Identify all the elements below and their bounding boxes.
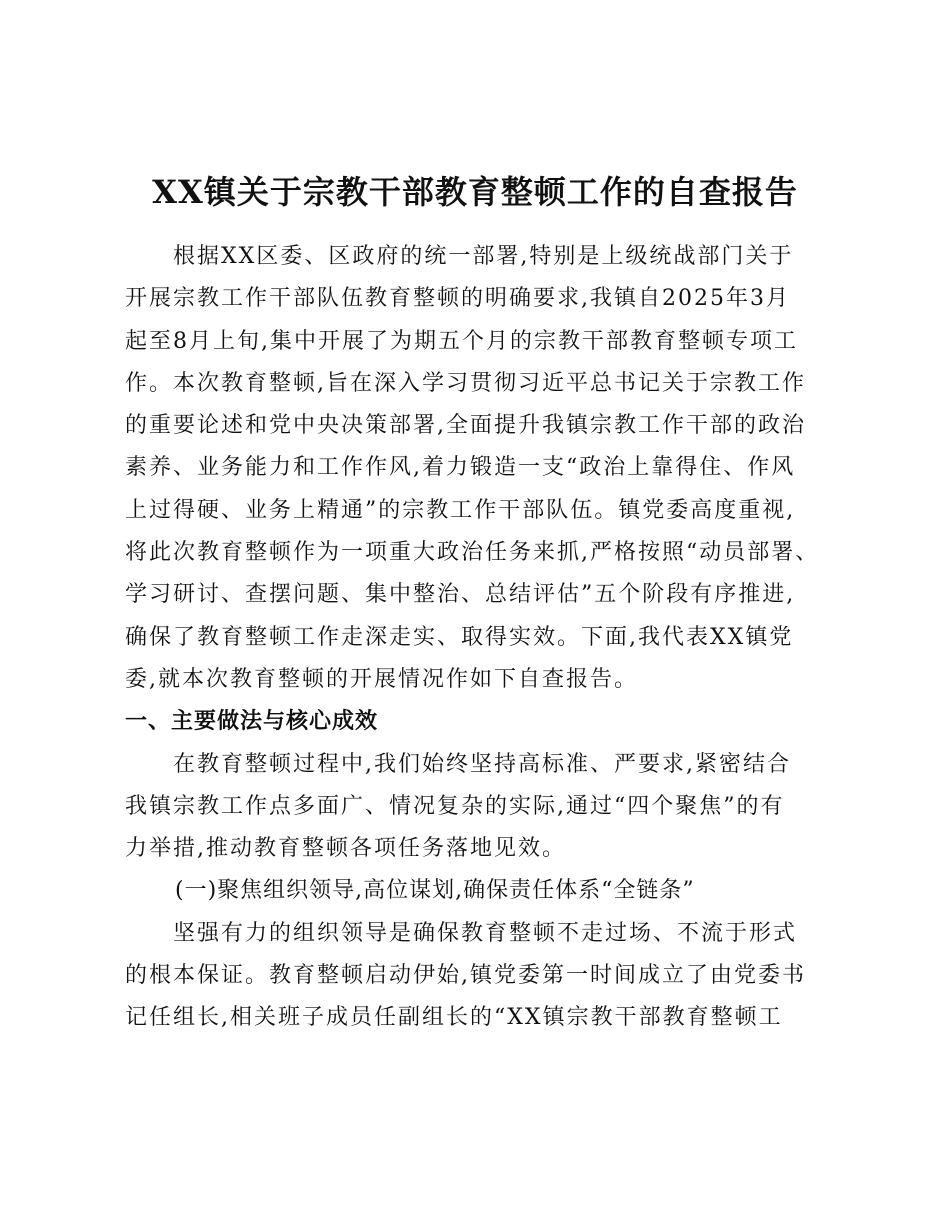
document-body [125,236,831,1040]
body-text-line: 在教育整顿过程中,我们始终坚持高标准、严要求,紧密结合 [173,751,791,777]
section-heading: 一、主要做法与核心成效 [125,709,379,735]
body-text-line: 我镇宗教工作点多面广、情况复杂的实际,通过“四个聚焦”的有 [125,793,785,819]
body-text-line: 素养、业务能力和工作作风,着力锻造一支“政治上靠得住、作风 [125,455,796,481]
body-text-line: 力举措,推动教育整顿各项任务落地见效。 [125,836,566,862]
body-text-line: 的重要论述和党中央决策部署,全面提升我镇宗教工作干部的政治 [125,413,806,439]
body-text-line: 确保了教育整顿工作走深走实、取得实效。下面,我代表XX镇党 [125,624,794,650]
body-text-line: 作。本次教育整顿,旨在深入学习贯彻习近平总书记关于宗教工作 [125,370,806,396]
body-text-line: 根据XX区委、区政府的统一部署,特别是上级统战部门关于 [173,244,794,269]
body-text-line: 委,就本次教育整顿的开展情况作如下自查报告。 [125,666,638,692]
body-text-line: 开展宗教工作干部队伍教育整顿的明确要求,我镇自2025年3月 [125,286,790,312]
subsection-heading: (一)聚焦组织领导,高位谋划,确保责任体系“全链条” [175,878,695,904]
body-text-line: 起至8月上旬,集中开展了为期五个月的宗教干部教育整顿专项工 [125,328,798,354]
body-text-line: 上过得硬、业务上精通”的宗教工作干部队伍。镇党委高度重视, [125,497,796,523]
body-text-line: 的根本保证。教育整顿启动伊始,镇党委第一时间成立了由党委书 [125,963,806,989]
body-text-line: 学习研讨、查摆问题、集中整治、总结评估”五个阶段有序推进, [125,582,796,608]
body-text-line: 坚强有力的组织领导是确保教育整顿不走过场、不流于形式 [173,920,798,946]
body-text-line: 将此次教育整顿作为一项重大政治任务来抓,严格按照“动员部署、 [125,540,820,566]
body-text-line: 记任组长,相关班子成员任副组长的“XX镇宗教干部教育整顿工 [125,1005,783,1031]
document-title: XX镇关于宗教干部教育整顿工作的自查报告 [152,173,798,211]
